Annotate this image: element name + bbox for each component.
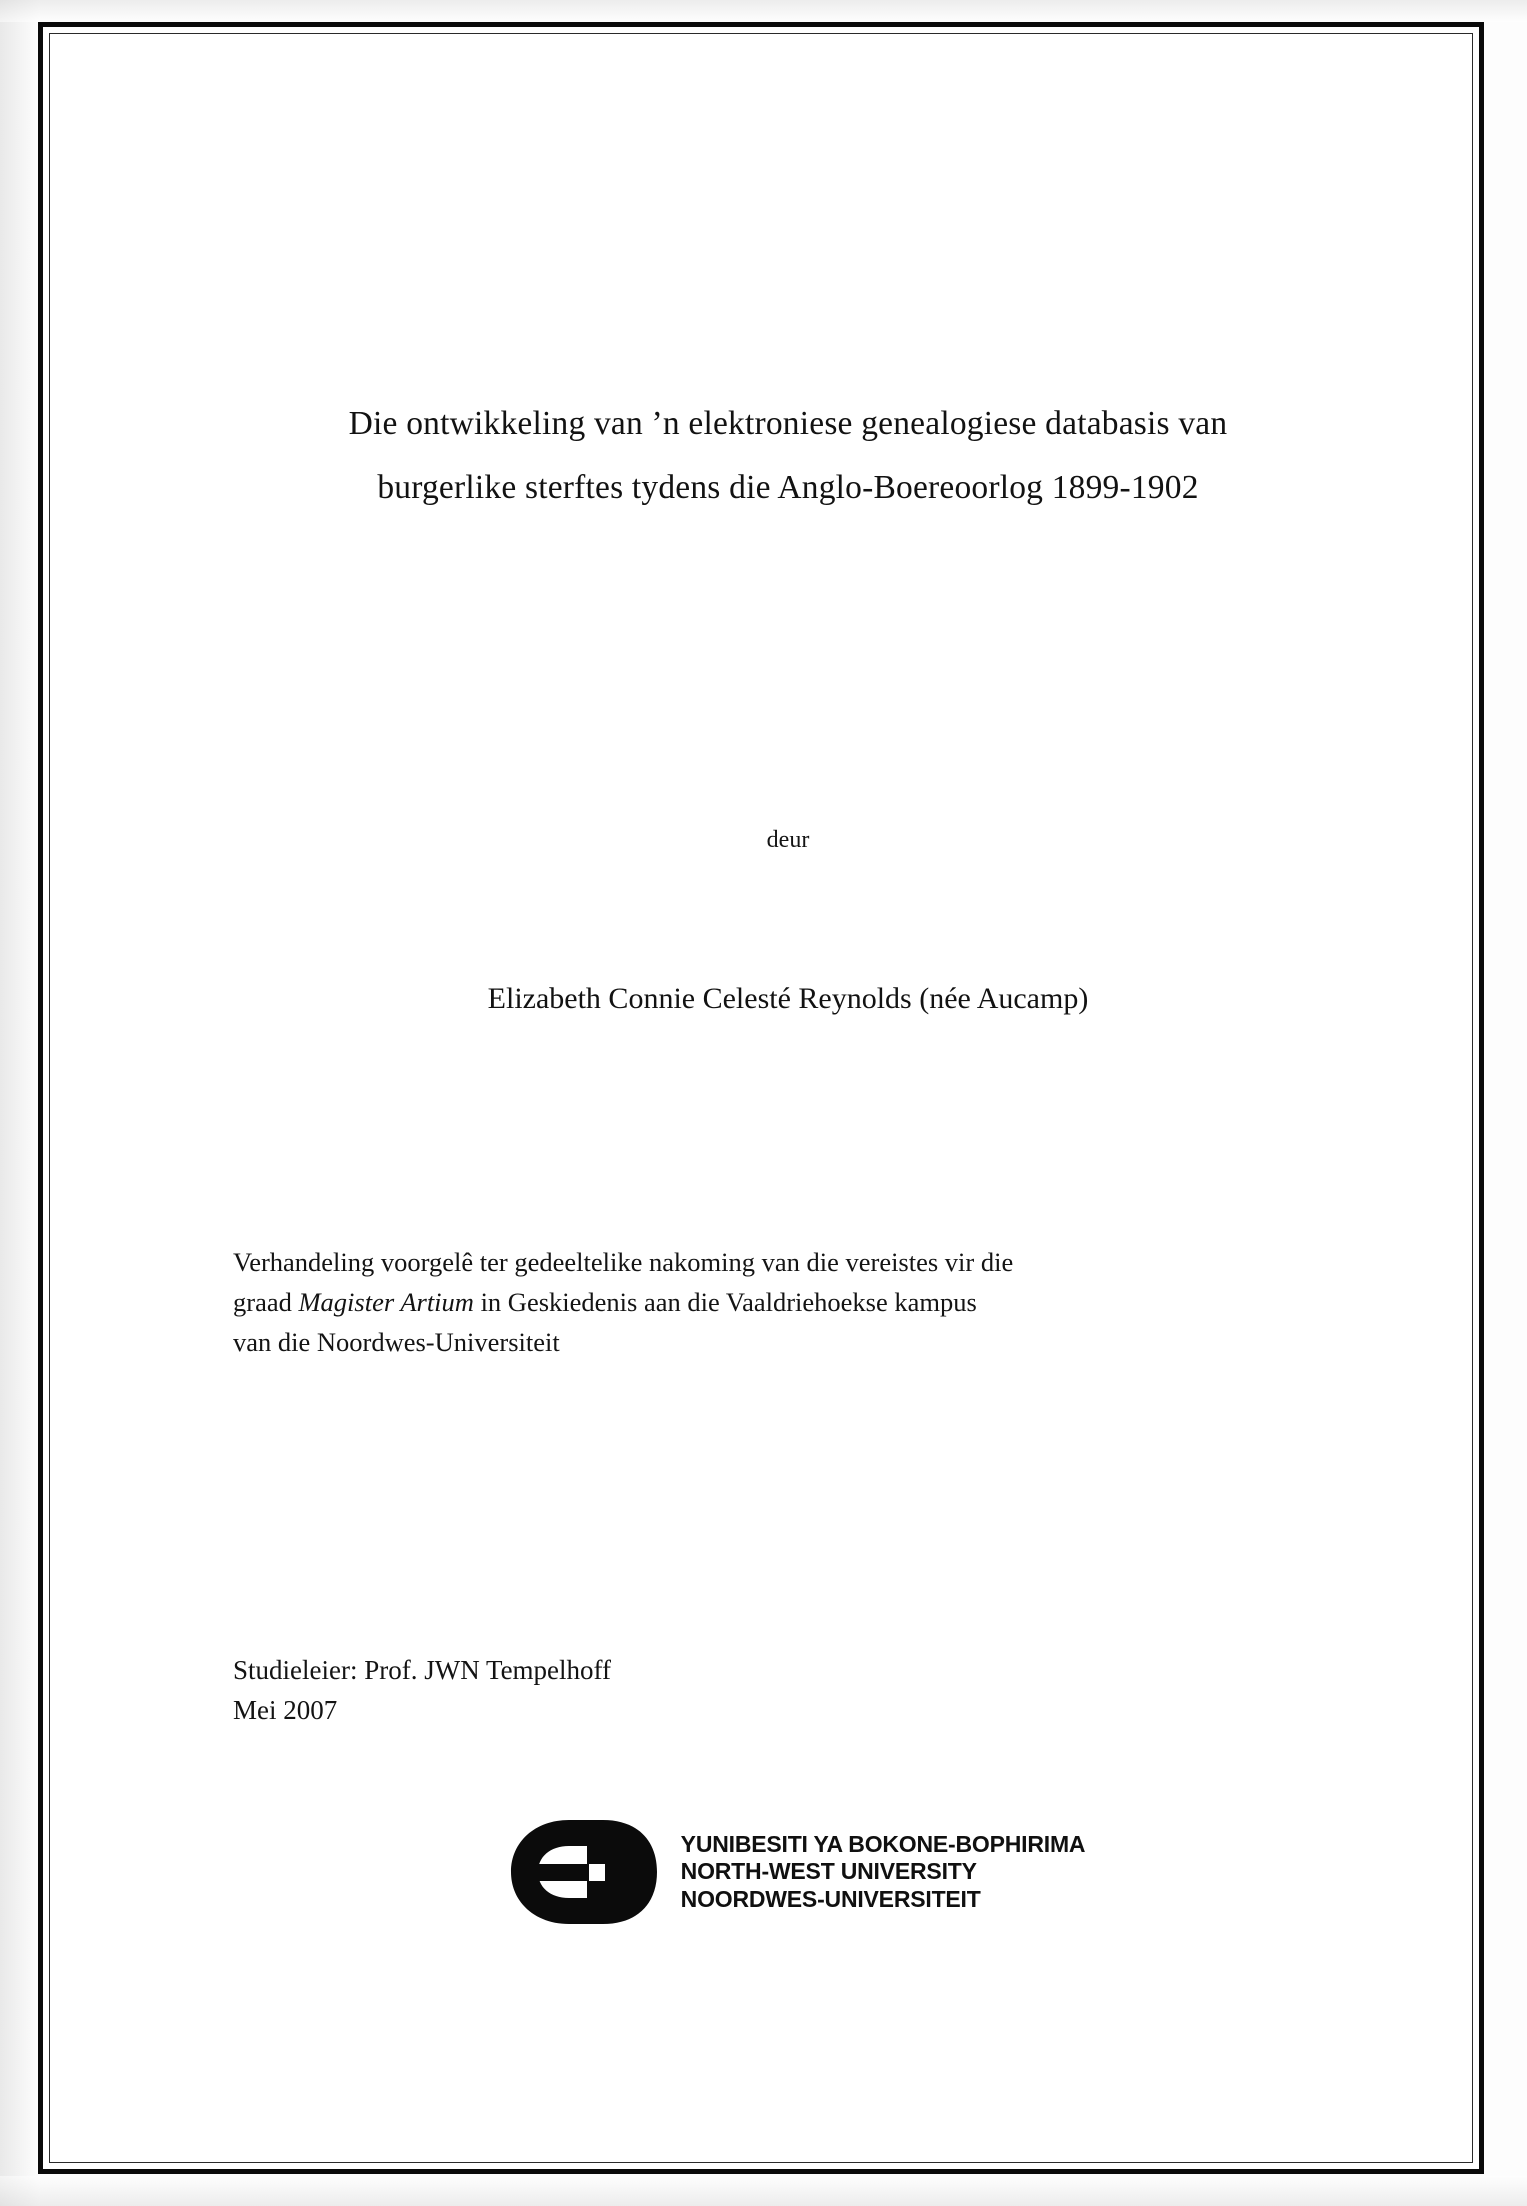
page-title	[223, 392, 1353, 520]
degree-statement-line-1: Verhandeling voorgelê ter gedeeltelike nakoming van die vereistes vir die	[233, 1247, 1014, 1277]
university-logo-text	[681, 1831, 1086, 1914]
title-page-content	[188, 27, 1388, 2169]
author-label: deur	[766, 827, 810, 853]
page-border-frame	[38, 22, 1484, 2174]
degree-statement-prefix: graad	[233, 1287, 299, 1317]
logo-text-line-3: NOORDWES-UNIVERSITEIT	[680, 1885, 981, 1912]
degree-statement-suffix: in Geskiedenis aan die Vaaldriehoekse kampus	[473, 1287, 977, 1317]
date-line: Mei 2007	[233, 1695, 338, 1725]
title-line-1: Die ontwikkeling van ’n elektroniese genealogiese databasis van	[348, 405, 1228, 442]
degree-statement-line-2	[233, 1282, 1338, 1322]
supervisor-block	[233, 1650, 1338, 1730]
logo-text-line-2: NORTH-WEST UNIVERSITY	[680, 1858, 977, 1885]
university-logo	[188, 1812, 1388, 1932]
scan-edge-shadow-left	[0, 0, 40, 2206]
author-name: Elizabeth Connie Celesté Reynolds (née Aucamp)	[487, 982, 1089, 1015]
degree-statement	[233, 1242, 1338, 1362]
north-west-university-logo-icon	[491, 1812, 671, 1932]
degree-name-italic: Magister Artium	[298, 1287, 474, 1317]
scan-edge-shadow-bottom	[0, 2176, 1527, 2206]
logo-text-line-1: YUNIBESITI YA BOKONE-BOPHIRIMA	[680, 1830, 1086, 1857]
supervisor-line: Studieleier: Prof. JWN Tempelhoff	[233, 1655, 612, 1685]
scan-edge-shadow-top	[0, 0, 1527, 22]
title-line-2: burgerlike sterftes tydens die Anglo-Boereoorlog 1899-1902	[377, 469, 1199, 506]
degree-statement-line-3: van die Noordwes-Universiteit	[233, 1327, 560, 1357]
